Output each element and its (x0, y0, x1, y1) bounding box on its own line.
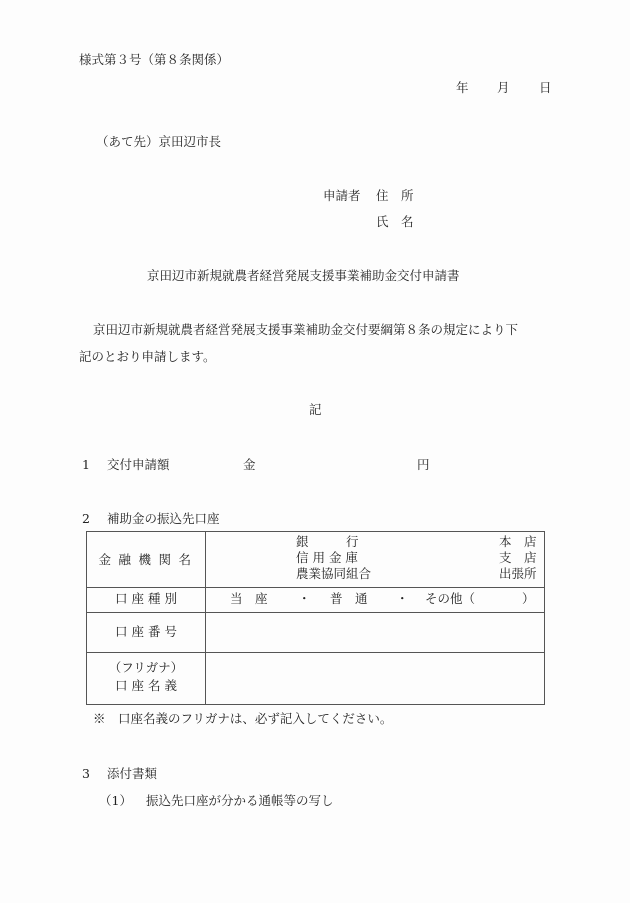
account-name-furigana-label: （フリガナ） (108, 660, 184, 675)
account-number-label: 口 座 番 号 (115, 624, 177, 639)
section-3-label: 添付書類 (107, 766, 158, 781)
institution-type-ja: 農業協同組合 (296, 566, 372, 581)
account-name-label: 口 座 名 義 (115, 678, 177, 693)
branch-office: 出張所 (499, 566, 537, 581)
branch-branch: 支 店 (499, 550, 537, 565)
address-label: 住 所 (376, 188, 414, 203)
body-line-2: 記のとおり申請します。 (79, 349, 216, 364)
ki-heading: 記 (309, 402, 322, 417)
other-close-paren: ） (522, 591, 535, 606)
amount-prefix: 金 (243, 457, 256, 472)
section-2-number: 2 (82, 511, 90, 526)
institution-label: 金融機関名 (98, 552, 199, 567)
furigana-note: ※ 口座名義のフリガナは、必ず記入してください。 (93, 711, 393, 726)
amount-suffix: 円 (417, 457, 430, 472)
option-ordinary[interactable]: 普 通 (330, 591, 368, 606)
section-3-number: 3 (82, 766, 90, 781)
document-title: 京田辺市新規就農者経営発展支援事業補助金交付申請書 (147, 268, 460, 283)
attachment-item-text: 振込先口座が分かる通帳等の写し (146, 793, 334, 808)
date-year: 年 (456, 80, 469, 95)
separator: ・ (298, 591, 311, 606)
attachment-item-number: （1） (99, 793, 132, 808)
form-number: 様式第３号（第８条関係） (79, 52, 230, 67)
applicant-label: 申請者 (323, 188, 361, 203)
date-day: 日 (539, 80, 552, 95)
account-number-field[interactable] (206, 613, 544, 652)
section-1-label: 交付申請額 (107, 457, 170, 472)
option-other[interactable]: その他（ (425, 591, 476, 606)
option-current[interactable]: 当 座 (230, 591, 268, 606)
section-2-label: 補助金の振込先口座 (107, 511, 220, 526)
branch-main: 本 店 (499, 534, 537, 549)
account-name-field[interactable] (206, 653, 544, 704)
separator: ・ (396, 591, 409, 606)
name-label: 氏 名 (376, 214, 414, 229)
body-line-1: 京田辺市新規就農者経営発展支援事業補助金交付要綱第８条の規定により下 (93, 322, 519, 337)
section-1-number: 1 (82, 457, 90, 472)
date-month: 月 (497, 80, 510, 95)
account-type-field[interactable] (206, 588, 544, 612)
institution-field[interactable] (206, 532, 544, 587)
addressee: （あて先）京田辺市長 (96, 134, 222, 149)
institution-type-bank: 銀 行 (296, 534, 359, 549)
institution-type-shinkin: 信 用 金 庫 (296, 550, 358, 565)
bank-account-table (86, 531, 545, 705)
account-type-label: 口 座 種 別 (115, 591, 177, 606)
